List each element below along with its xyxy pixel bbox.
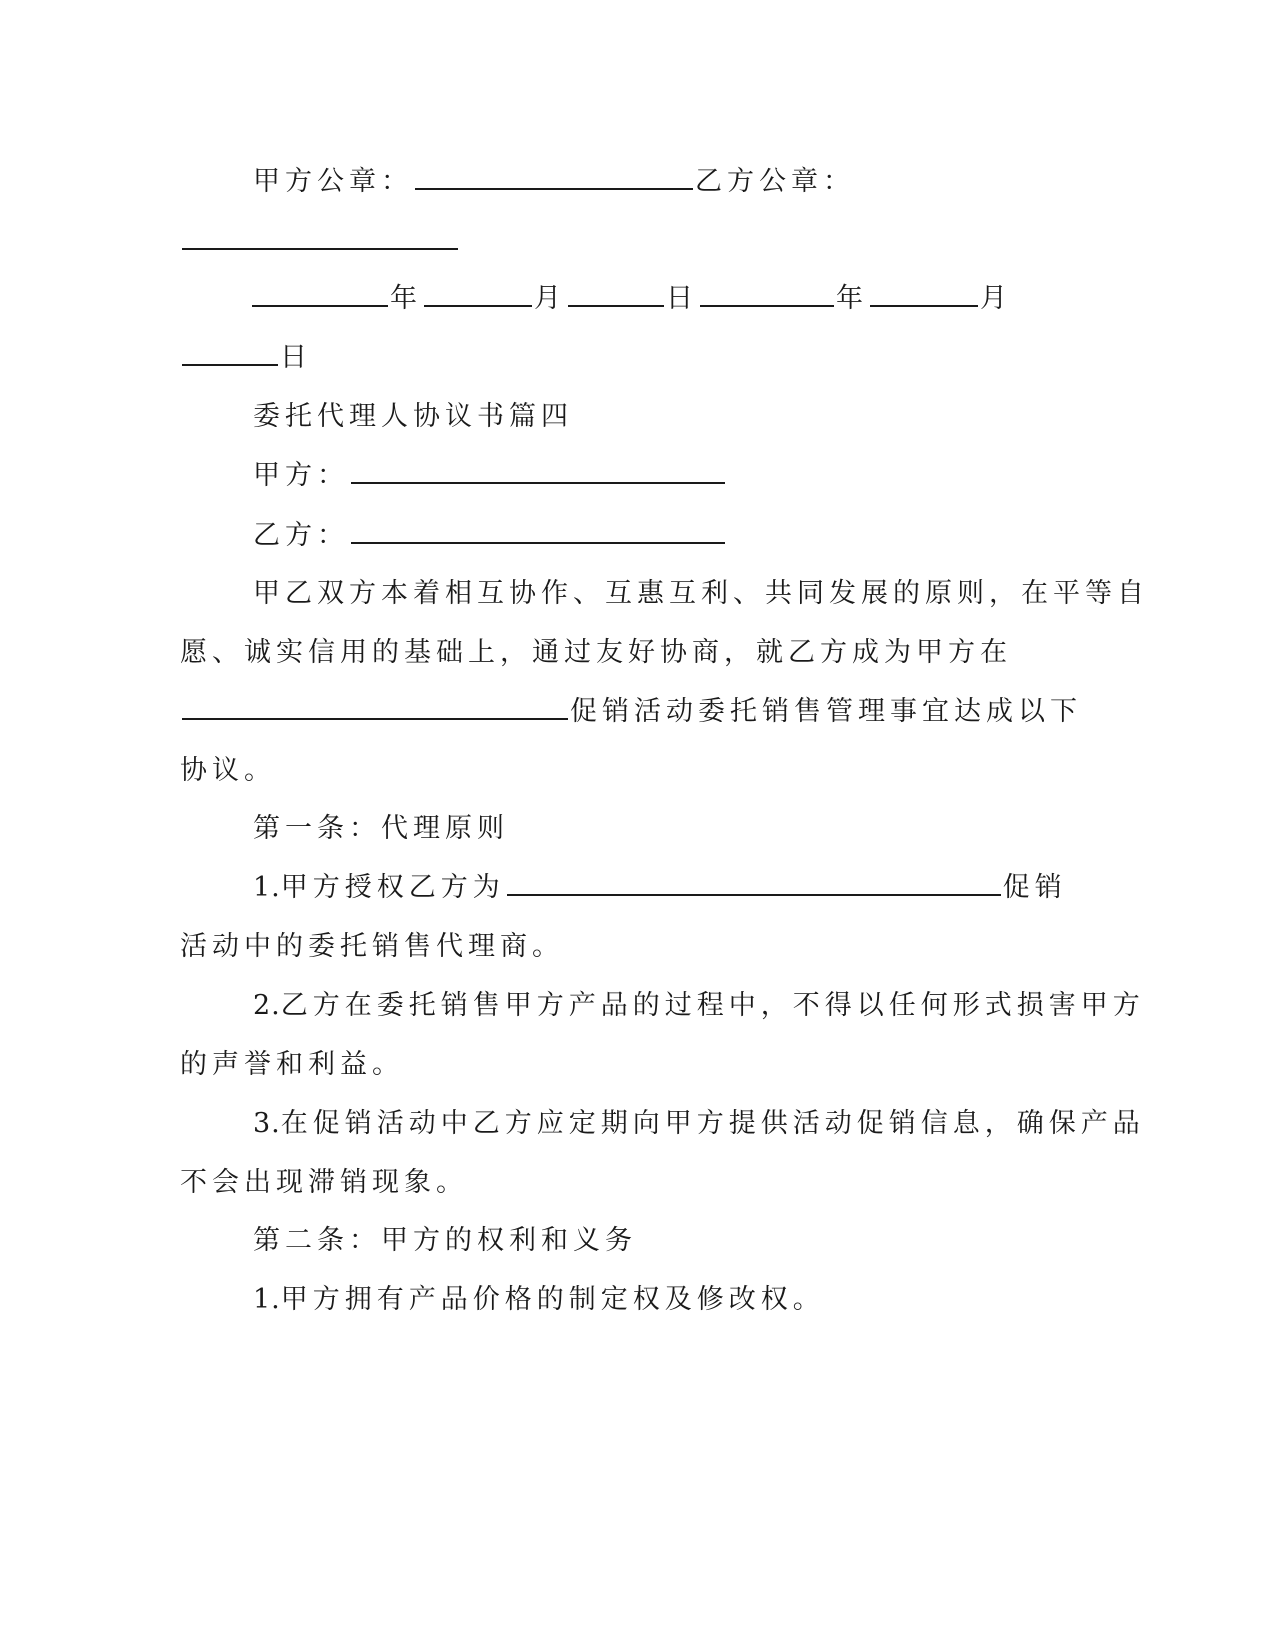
- article-2-title: 第二条：甲方的权利和义务: [253, 1225, 637, 1256]
- date-a-year-label: 年: [390, 283, 422, 314]
- item-text: 乙方在委托销售甲方产品的过程中，不得以任何形式损害甲方: [280, 990, 1145, 1021]
- party-a-seal-label: 甲方公章：: [253, 166, 413, 197]
- date-a-month-label: 月: [534, 283, 566, 314]
- party-b-seal-label: 乙方公章：: [695, 166, 855, 197]
- item-number: 1.: [253, 872, 281, 903]
- intro-line-1: 甲乙双方本着相互协作、互惠互利、共同发展的原则，在平等自: [253, 578, 1149, 609]
- party-b-seal-blank: [182, 222, 458, 250]
- intro-line-2: 愿、诚实信用的基础上，通过友好协商，就乙方成为甲方在: [180, 637, 1012, 668]
- date-b-month-blank: [870, 279, 978, 307]
- seal-blank-continued: [180, 222, 460, 262]
- item-text: 甲方授权乙方为: [280, 872, 505, 903]
- date-b-month-label: 月: [980, 283, 1012, 314]
- article-2-item-1: [253, 1280, 825, 1320]
- date-a-day-label: 日: [666, 283, 698, 314]
- promotion-blank: [507, 868, 1001, 896]
- article-1-item-2-cont: 的声誉和利益。: [180, 1049, 404, 1080]
- party-b-label: 乙方：: [253, 520, 349, 551]
- date-a-day-blank: [568, 279, 664, 307]
- article-1-title: 第一条：代理原则: [253, 813, 509, 844]
- date-a-month-blank: [424, 279, 532, 307]
- item-number: 1.: [253, 1284, 281, 1315]
- article-1-item-3: [253, 1104, 1145, 1144]
- date-line: [250, 279, 1012, 319]
- intro-line-3-text: 促销活动委托销售管理事宜达成以下: [570, 696, 1082, 727]
- date-b-year-blank: [700, 279, 834, 307]
- party-a-label: 甲方：: [253, 460, 349, 491]
- intro-line-4: 协议。: [180, 755, 276, 786]
- section-title: 委托代理人协议书篇四: [253, 401, 573, 432]
- party-b-line: [253, 516, 727, 556]
- date-b-day-blank: [182, 338, 278, 366]
- promotion-name-blank: [182, 692, 568, 720]
- party-a-blank: [351, 456, 725, 484]
- article-1-item-2: [253, 986, 1145, 1026]
- intro-line-3: [180, 692, 1082, 732]
- article-1-item-3-cont: 不会出现滞销现象。: [180, 1167, 468, 1198]
- party-a-seal-blank: [415, 162, 693, 190]
- seal-line: [253, 162, 855, 202]
- party-a-line: [253, 456, 727, 496]
- article-1-item-1-cont: 活动中的委托销售代理商。: [180, 931, 564, 962]
- date-a-year-blank: [252, 279, 388, 307]
- item-number: 2.: [253, 990, 281, 1021]
- item-number: 3.: [253, 1108, 281, 1139]
- party-b-blank: [351, 516, 725, 544]
- date-b-year-label: 年: [836, 283, 868, 314]
- item-text-tail: 促销: [1002, 872, 1067, 903]
- item-text: 甲方拥有产品价格的制定权及修改权。: [280, 1284, 825, 1315]
- item-text: 在促销活动中乙方应定期向甲方提供活动促销信息，确保产品: [280, 1108, 1145, 1139]
- date-line-continued: [180, 338, 312, 378]
- article-1-item-1: [253, 868, 1067, 908]
- date-b-day-label: 日: [280, 342, 312, 373]
